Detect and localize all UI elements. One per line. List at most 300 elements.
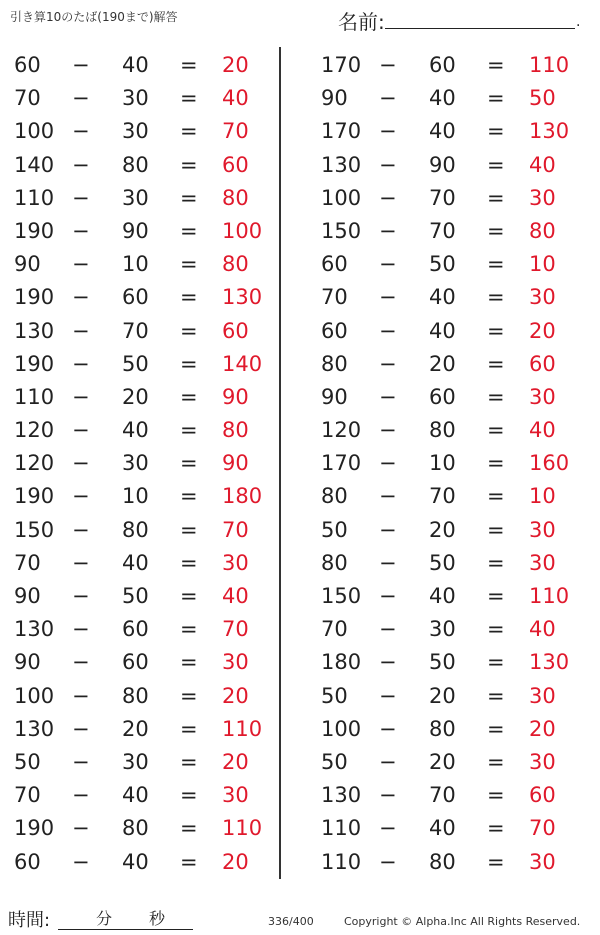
minus-sign: − [72, 86, 90, 111]
subtrahend: 40 [122, 783, 149, 808]
minus-sign: − [72, 152, 90, 177]
answer: 40 [529, 617, 556, 642]
minuend: 100 [14, 119, 55, 144]
answer: 130 [529, 119, 570, 144]
answer: 60 [222, 318, 249, 343]
equals-sign: = [180, 683, 198, 708]
equals-sign: = [180, 849, 198, 874]
minuend: 170 [321, 451, 362, 476]
answer: 10 [529, 484, 556, 509]
problem-row [0, 812, 280, 845]
minuend: 70 [14, 783, 41, 808]
answer: 30 [529, 384, 556, 409]
minuend: 50 [321, 517, 348, 542]
minuend: 90 [14, 650, 41, 675]
name-underline [385, 28, 575, 29]
answer: 110 [529, 584, 570, 608]
subtrahend: 80 [122, 152, 149, 177]
answer: 80 [222, 252, 249, 277]
minus-sign: − [379, 584, 397, 608]
subtrahend: 20 [429, 351, 456, 376]
answer: 30 [222, 550, 249, 575]
minus-sign: − [379, 749, 397, 774]
problem-row [307, 646, 587, 679]
equals-sign: = [180, 550, 198, 575]
minus-sign: − [379, 86, 397, 111]
answer: 30 [529, 849, 556, 874]
minus-sign: − [379, 351, 397, 376]
minus-sign: − [379, 218, 397, 243]
minuend: 90 [321, 86, 348, 111]
subtrahend: 80 [122, 517, 149, 542]
problem-row [307, 215, 587, 248]
equals-sign: = [180, 451, 198, 476]
subtrahend: 30 [122, 119, 149, 144]
equals-sign: = [180, 617, 198, 642]
problem-row [0, 480, 280, 513]
answer: 80 [222, 185, 249, 210]
problem-row [0, 713, 280, 746]
problem-row [0, 514, 280, 547]
equals-sign: = [487, 351, 505, 376]
answer: 30 [529, 749, 556, 774]
equals-sign: = [487, 716, 505, 741]
subtrahend: 50 [122, 584, 149, 608]
minus-sign: − [72, 285, 90, 310]
minuend: 60 [14, 53, 41, 77]
minuend: 120 [321, 418, 362, 443]
minuend: 50 [321, 749, 348, 774]
subtrahend: 10 [122, 484, 149, 509]
problem-row [307, 713, 587, 746]
column-divider [279, 47, 281, 879]
problem-row [307, 49, 587, 82]
problem-row [0, 82, 280, 115]
minus-sign: − [72, 318, 90, 343]
minus-sign: − [379, 849, 397, 874]
answer: 20 [529, 716, 556, 741]
answer: 20 [222, 849, 249, 874]
answer: 90 [222, 384, 249, 409]
equals-sign: = [487, 185, 505, 210]
subtrahend: 70 [429, 218, 456, 243]
equals-sign: = [180, 318, 198, 343]
problem-row [0, 779, 280, 812]
subtrahend: 40 [429, 816, 456, 841]
problem-row [0, 281, 280, 314]
answer: 50 [529, 86, 556, 111]
problem-row [0, 580, 280, 613]
subtrahend: 40 [429, 318, 456, 343]
subtrahend: 90 [429, 152, 456, 177]
subtrahend: 10 [122, 252, 149, 277]
answer: 20 [222, 683, 249, 708]
minuend: 50 [14, 749, 41, 774]
answer: 130 [222, 285, 263, 310]
minuend: 80 [321, 351, 348, 376]
equals-sign: = [180, 584, 198, 608]
equals-sign: = [487, 783, 505, 808]
minuend: 90 [14, 584, 41, 608]
subtrahend: 30 [122, 86, 149, 111]
answer: 130 [529, 650, 570, 675]
problem-row [307, 381, 587, 414]
equals-sign: = [180, 384, 198, 409]
equals-sign: = [180, 252, 198, 277]
problem-row [0, 846, 280, 879]
equals-sign: = [487, 484, 505, 509]
subtrahend: 40 [429, 119, 456, 144]
minuend: 190 [14, 285, 55, 310]
minus-sign: − [72, 816, 90, 841]
answer: 30 [222, 783, 249, 808]
problem-row [0, 182, 280, 215]
minus-sign: − [72, 252, 90, 277]
subtrahend: 40 [429, 86, 456, 111]
minus-sign: − [379, 119, 397, 144]
minuend: 110 [14, 384, 55, 409]
equals-sign: = [487, 683, 505, 708]
minuend: 80 [321, 550, 348, 575]
minus-sign: − [379, 53, 397, 77]
problem-row [307, 82, 587, 115]
equals-sign: = [487, 550, 505, 575]
subtrahend: 30 [122, 749, 149, 774]
subtrahend: 70 [429, 185, 456, 210]
minuend: 180 [321, 650, 362, 675]
answer: 20 [529, 318, 556, 343]
problem-row [0, 447, 280, 480]
problem-row [307, 846, 587, 879]
problem-row [0, 414, 280, 447]
problem-row [0, 613, 280, 646]
equals-sign: = [487, 152, 505, 177]
minuend: 190 [14, 816, 55, 841]
minus-sign: − [72, 617, 90, 642]
minus-sign: − [379, 816, 397, 841]
minus-sign: − [379, 617, 397, 642]
subtrahend: 60 [429, 53, 456, 77]
minuend: 150 [321, 218, 362, 243]
minuend: 150 [321, 584, 362, 608]
equals-sign: = [487, 384, 505, 409]
equals-sign: = [487, 517, 505, 542]
minuend: 70 [321, 617, 348, 642]
problem-row [0, 49, 280, 82]
answer: 20 [222, 53, 249, 77]
equals-sign: = [180, 650, 198, 675]
answer: 10 [529, 252, 556, 277]
minuend: 60 [14, 849, 41, 874]
page-number: 336/400 [268, 915, 314, 928]
problem-row [307, 115, 587, 148]
answer: 30 [529, 683, 556, 708]
subtrahend: 40 [122, 53, 149, 77]
subtrahend: 80 [122, 816, 149, 841]
answer: 160 [529, 451, 570, 476]
minuend: 110 [14, 185, 55, 210]
equals-sign: = [180, 418, 198, 443]
subtrahend: 40 [429, 584, 456, 608]
subtrahend: 60 [429, 384, 456, 409]
name-label: 名前: [338, 10, 385, 34]
minuend: 120 [14, 451, 55, 476]
minus-sign: − [379, 318, 397, 343]
minuend: 60 [321, 252, 348, 277]
equals-sign: = [487, 617, 505, 642]
minuend: 120 [14, 418, 55, 443]
equals-sign: = [487, 53, 505, 77]
problem-row [0, 315, 280, 348]
minus-sign: − [72, 716, 90, 741]
minus-sign: − [379, 550, 397, 575]
subtrahend: 30 [122, 451, 149, 476]
subtrahend: 60 [122, 650, 149, 675]
minus-sign: − [72, 53, 90, 77]
problem-row [307, 248, 587, 281]
answer: 180 [222, 484, 263, 509]
minuend: 90 [321, 384, 348, 409]
subtrahend: 40 [122, 550, 149, 575]
minuend: 90 [14, 252, 41, 277]
minus-sign: − [379, 418, 397, 443]
problem-row [307, 182, 587, 215]
subtrahend: 80 [429, 418, 456, 443]
minus-sign: − [379, 451, 397, 476]
answer: 40 [222, 86, 249, 111]
problem-row [307, 447, 587, 480]
minuend: 130 [14, 617, 55, 642]
problem-row [307, 514, 587, 547]
minuend: 130 [14, 716, 55, 741]
minus-sign: − [379, 517, 397, 542]
minus-sign: − [72, 351, 90, 376]
subtrahend: 30 [122, 185, 149, 210]
answer: 30 [222, 650, 249, 675]
subtrahend: 70 [429, 783, 456, 808]
answer: 80 [529, 218, 556, 243]
subtrahend: 90 [122, 218, 149, 243]
equals-sign: = [180, 749, 198, 774]
problem-row [307, 547, 587, 580]
time-underline [58, 929, 193, 930]
worksheet-title: 引き算10のたば(190まで)解答 [10, 10, 178, 24]
problem-row [0, 115, 280, 148]
problem-row [0, 746, 280, 779]
equals-sign: = [180, 285, 198, 310]
minus-sign: − [72, 783, 90, 808]
problem-row [307, 746, 587, 779]
subtrahend: 50 [122, 351, 149, 376]
minuend: 150 [14, 517, 55, 542]
minus-sign: − [72, 418, 90, 443]
equals-sign: = [180, 351, 198, 376]
answer: 40 [529, 418, 556, 443]
subtrahend: 50 [429, 252, 456, 277]
minus-sign: − [72, 550, 90, 575]
subtrahend: 60 [122, 617, 149, 642]
problem-row [307, 414, 587, 447]
minus-sign: − [379, 185, 397, 210]
subtrahend: 20 [429, 517, 456, 542]
equals-sign: = [487, 816, 505, 841]
answer: 60 [222, 152, 249, 177]
answer: 110 [222, 716, 263, 741]
minus-sign: − [379, 152, 397, 177]
minuend: 170 [321, 53, 362, 77]
minuend: 110 [321, 816, 362, 841]
equals-sign: = [487, 749, 505, 774]
subtrahend: 50 [429, 650, 456, 675]
minuend: 60 [321, 318, 348, 343]
equals-sign: = [180, 152, 198, 177]
subtrahend: 40 [429, 285, 456, 310]
problem-row [307, 680, 587, 713]
minuend: 70 [14, 86, 41, 111]
minus-sign: − [379, 252, 397, 277]
minuend: 100 [321, 185, 362, 210]
right-problem-column [307, 49, 587, 879]
equals-sign: = [487, 849, 505, 874]
answer: 80 [222, 418, 249, 443]
name-end-dot: . [576, 14, 581, 30]
equals-sign: = [180, 53, 198, 77]
subtrahend: 40 [122, 849, 149, 874]
answer: 30 [529, 550, 556, 575]
minuend: 70 [14, 550, 41, 575]
equals-sign: = [487, 650, 505, 675]
equals-sign: = [487, 318, 505, 343]
problem-row [307, 580, 587, 613]
minuend: 130 [321, 783, 362, 808]
minuend: 190 [14, 351, 55, 376]
minuend: 190 [14, 484, 55, 509]
minus-sign: − [72, 517, 90, 542]
minuend: 110 [321, 849, 362, 874]
answer: 40 [222, 584, 249, 608]
copyright-notice: Copyright © Alpha.Inc All Rights Reserved. [344, 915, 581, 928]
answer: 40 [529, 152, 556, 177]
answer: 90 [222, 451, 249, 476]
answer: 70 [222, 517, 249, 542]
minuend: 140 [14, 152, 55, 177]
answer: 60 [529, 351, 556, 376]
problem-row [307, 149, 587, 182]
answer: 140 [222, 351, 263, 376]
minus-sign: − [379, 285, 397, 310]
problem-row [307, 480, 587, 513]
minus-sign: − [72, 749, 90, 774]
answer: 70 [222, 617, 249, 642]
equals-sign: = [180, 816, 198, 841]
subtrahend: 80 [429, 849, 456, 874]
problem-row [0, 215, 280, 248]
minus-sign: − [379, 650, 397, 675]
subtrahend: 70 [429, 484, 456, 509]
answer: 60 [529, 783, 556, 808]
problem-row [0, 680, 280, 713]
problem-row [0, 149, 280, 182]
subtrahend: 80 [429, 716, 456, 741]
equals-sign: = [487, 451, 505, 476]
answer: 70 [529, 816, 556, 841]
problem-row [307, 281, 587, 314]
equals-sign: = [487, 418, 505, 443]
subtrahend: 20 [429, 749, 456, 774]
time-label: 時間: [8, 910, 51, 931]
subtrahend: 20 [122, 384, 149, 409]
subtrahend: 80 [122, 683, 149, 708]
minus-sign: − [72, 650, 90, 675]
minus-sign: − [379, 484, 397, 509]
problem-row [0, 547, 280, 580]
minuend: 80 [321, 484, 348, 509]
problem-row [0, 381, 280, 414]
minuend: 130 [321, 152, 362, 177]
minus-sign: − [72, 849, 90, 874]
minus-sign: − [72, 384, 90, 409]
minuend: 170 [321, 119, 362, 144]
problem-row [307, 613, 587, 646]
minuend: 130 [14, 318, 55, 343]
equals-sign: = [487, 86, 505, 111]
minuend: 190 [14, 218, 55, 243]
equals-sign: = [180, 783, 198, 808]
subtrahend: 30 [429, 617, 456, 642]
minus-sign: − [379, 384, 397, 409]
minus-sign: − [72, 185, 90, 210]
equals-sign: = [180, 185, 198, 210]
minus-sign: − [72, 484, 90, 509]
subtrahend: 20 [122, 716, 149, 741]
problem-row [307, 315, 587, 348]
problem-row [0, 646, 280, 679]
minus-sign: − [72, 683, 90, 708]
minus-sign: − [72, 451, 90, 476]
minuend: 100 [321, 716, 362, 741]
minus-sign: − [379, 716, 397, 741]
minus-sign: − [72, 119, 90, 144]
minuend: 70 [321, 285, 348, 310]
answer: 20 [222, 749, 249, 774]
minus-sign: − [72, 584, 90, 608]
equals-sign: = [180, 86, 198, 111]
answer: 70 [222, 119, 249, 144]
problem-row [307, 348, 587, 381]
answer: 100 [222, 218, 263, 243]
equals-sign: = [487, 218, 505, 243]
problem-row [307, 812, 587, 845]
equals-sign: = [487, 252, 505, 277]
minuend: 50 [321, 683, 348, 708]
equals-sign: = [180, 517, 198, 542]
equals-sign: = [487, 119, 505, 144]
subtrahend: 40 [122, 418, 149, 443]
equals-sign: = [487, 584, 505, 608]
problem-row [0, 248, 280, 281]
answer: 30 [529, 517, 556, 542]
minus-sign: − [72, 218, 90, 243]
answer: 110 [529, 53, 570, 77]
minus-sign: − [379, 683, 397, 708]
answer: 110 [222, 816, 263, 841]
answer: 30 [529, 285, 556, 310]
problem-row [0, 348, 280, 381]
equals-sign: = [487, 285, 505, 310]
equals-sign: = [180, 716, 198, 741]
minutes-label: 分 [96, 909, 113, 928]
answer: 30 [529, 185, 556, 210]
